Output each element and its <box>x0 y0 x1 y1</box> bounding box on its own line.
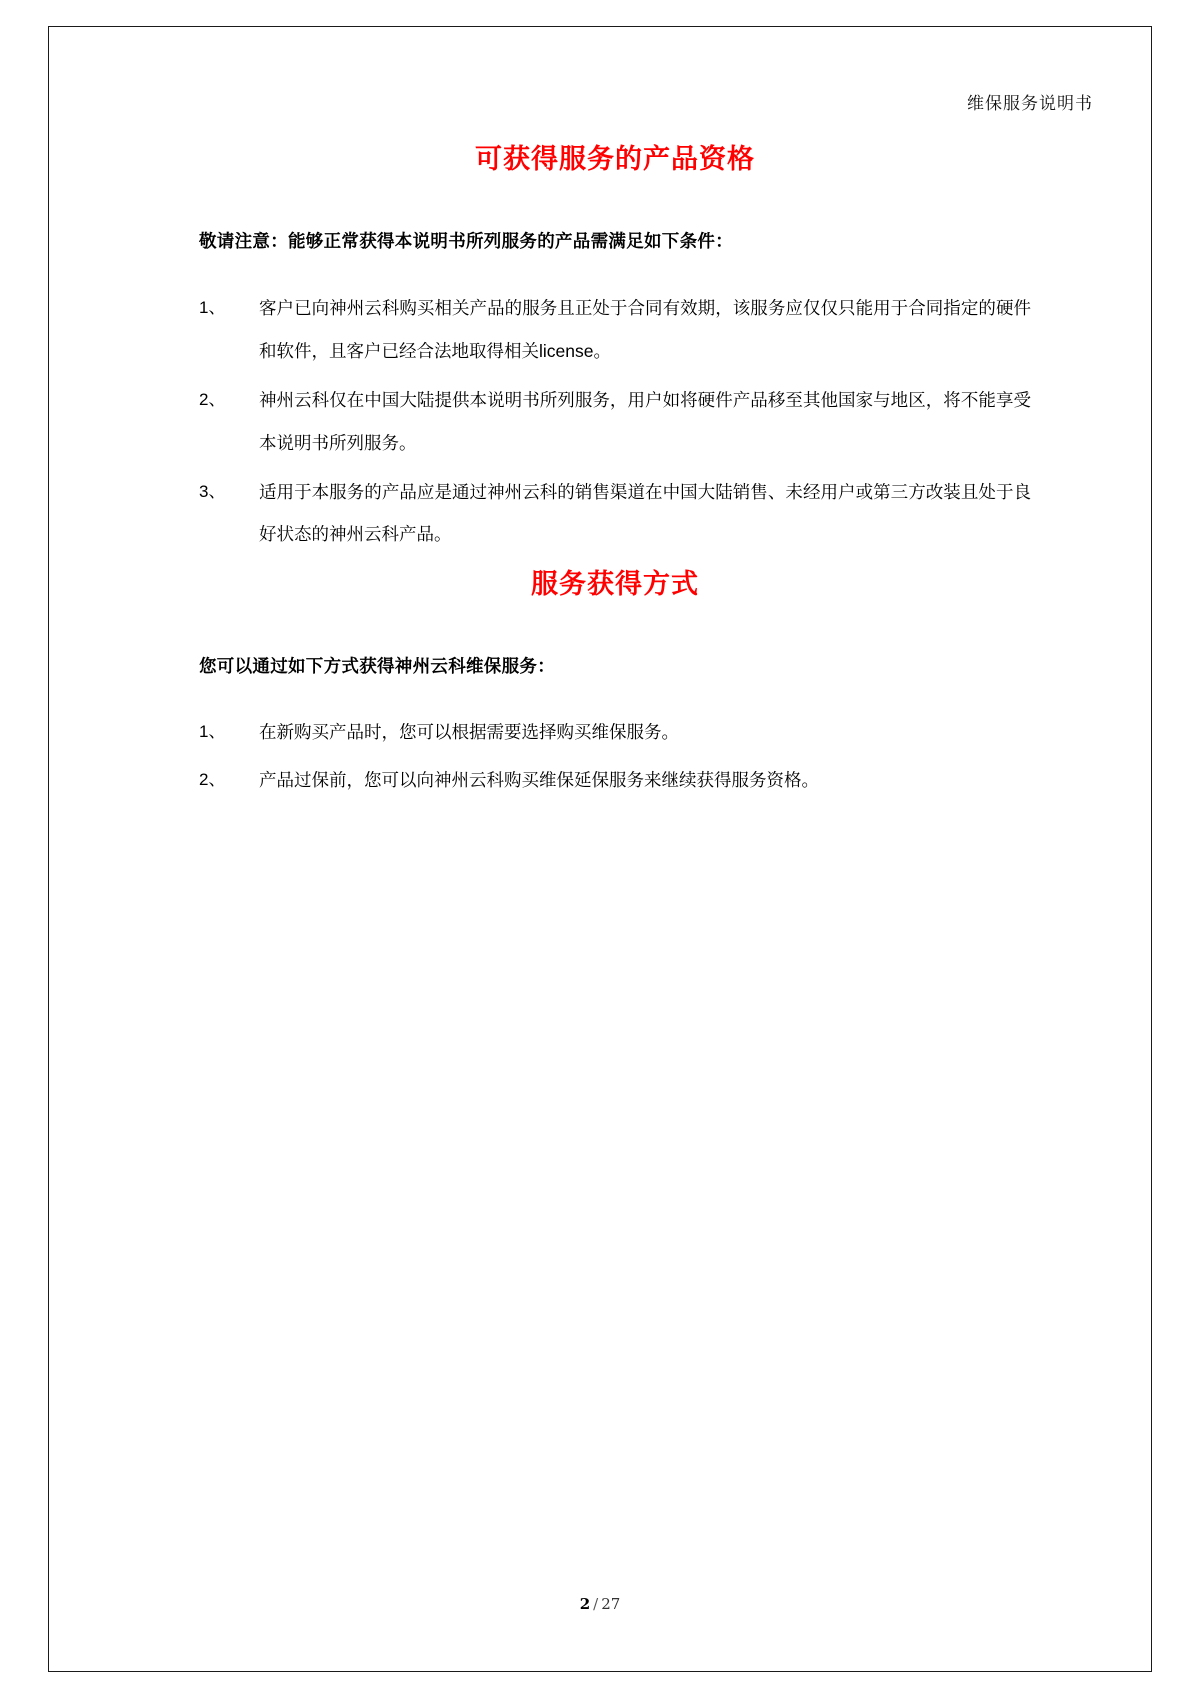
section-lead-eligibility: 敬请注意：能够正常获得本说明书所列服务的产品需满足如下条件： <box>199 231 733 251</box>
list-item <box>199 716 1031 749</box>
list-item-marker: 2、 <box>199 769 226 789</box>
current-page-number: 2 <box>579 1595 591 1613</box>
section-title-eligibility: 可获得服务的产品资格 <box>475 144 755 174</box>
total-page-count: 27 <box>601 1595 621 1613</box>
list-item <box>199 471 1031 557</box>
list-item-marker: 2、 <box>199 389 226 409</box>
list-item <box>199 287 1031 373</box>
how-to-obtain-list <box>199 716 1031 797</box>
list-item-text: 产品过保前，您可以向神州云科购买维保延保服务来继续获得服务资格。 <box>259 769 819 790</box>
page-content <box>199 137 1031 811</box>
document-page <box>48 26 1152 1672</box>
eligibility-list <box>199 287 1031 556</box>
list-item-text: 适用于本服务的产品应是通过神州云科的销售渠道在中国大陆销售、未经用户或第三方改装且处于良好状态的神州云科产品。 <box>259 481 1031 545</box>
list-item-marker: 1、 <box>199 298 226 317</box>
list-item <box>199 379 1031 465</box>
page-header: 维保服务说明书 <box>967 94 1093 114</box>
section-title-how-to-obtain: 服务获得方式 <box>531 569 699 600</box>
page-separator: / <box>593 1595 599 1613</box>
list-item <box>199 764 1031 797</box>
page-footer <box>49 1595 1151 1613</box>
section-lead-how-to-obtain: 您可以通过如下方式获得神州云科维保服务： <box>199 656 555 677</box>
list-item-text: 神州云科仅在中国大陆提供本说明书所列服务，用户如将硬件产品移至其他国家与地区，将不能享受本说明书所列服务。 <box>259 389 1031 453</box>
list-item-marker: 1、 <box>199 722 226 742</box>
list-item-text: 客户已向神州云科购买相关产品的服务且正处于合同有效期，该服务应仅仅只能用于合同指定的硬件和软件，且客户已经合法地取得相关license。 <box>259 298 1031 361</box>
list-item-marker: 3、 <box>199 481 226 501</box>
list-item-text: 在新购买产品时，您可以根据需要选择购买维保服务。 <box>259 722 679 743</box>
